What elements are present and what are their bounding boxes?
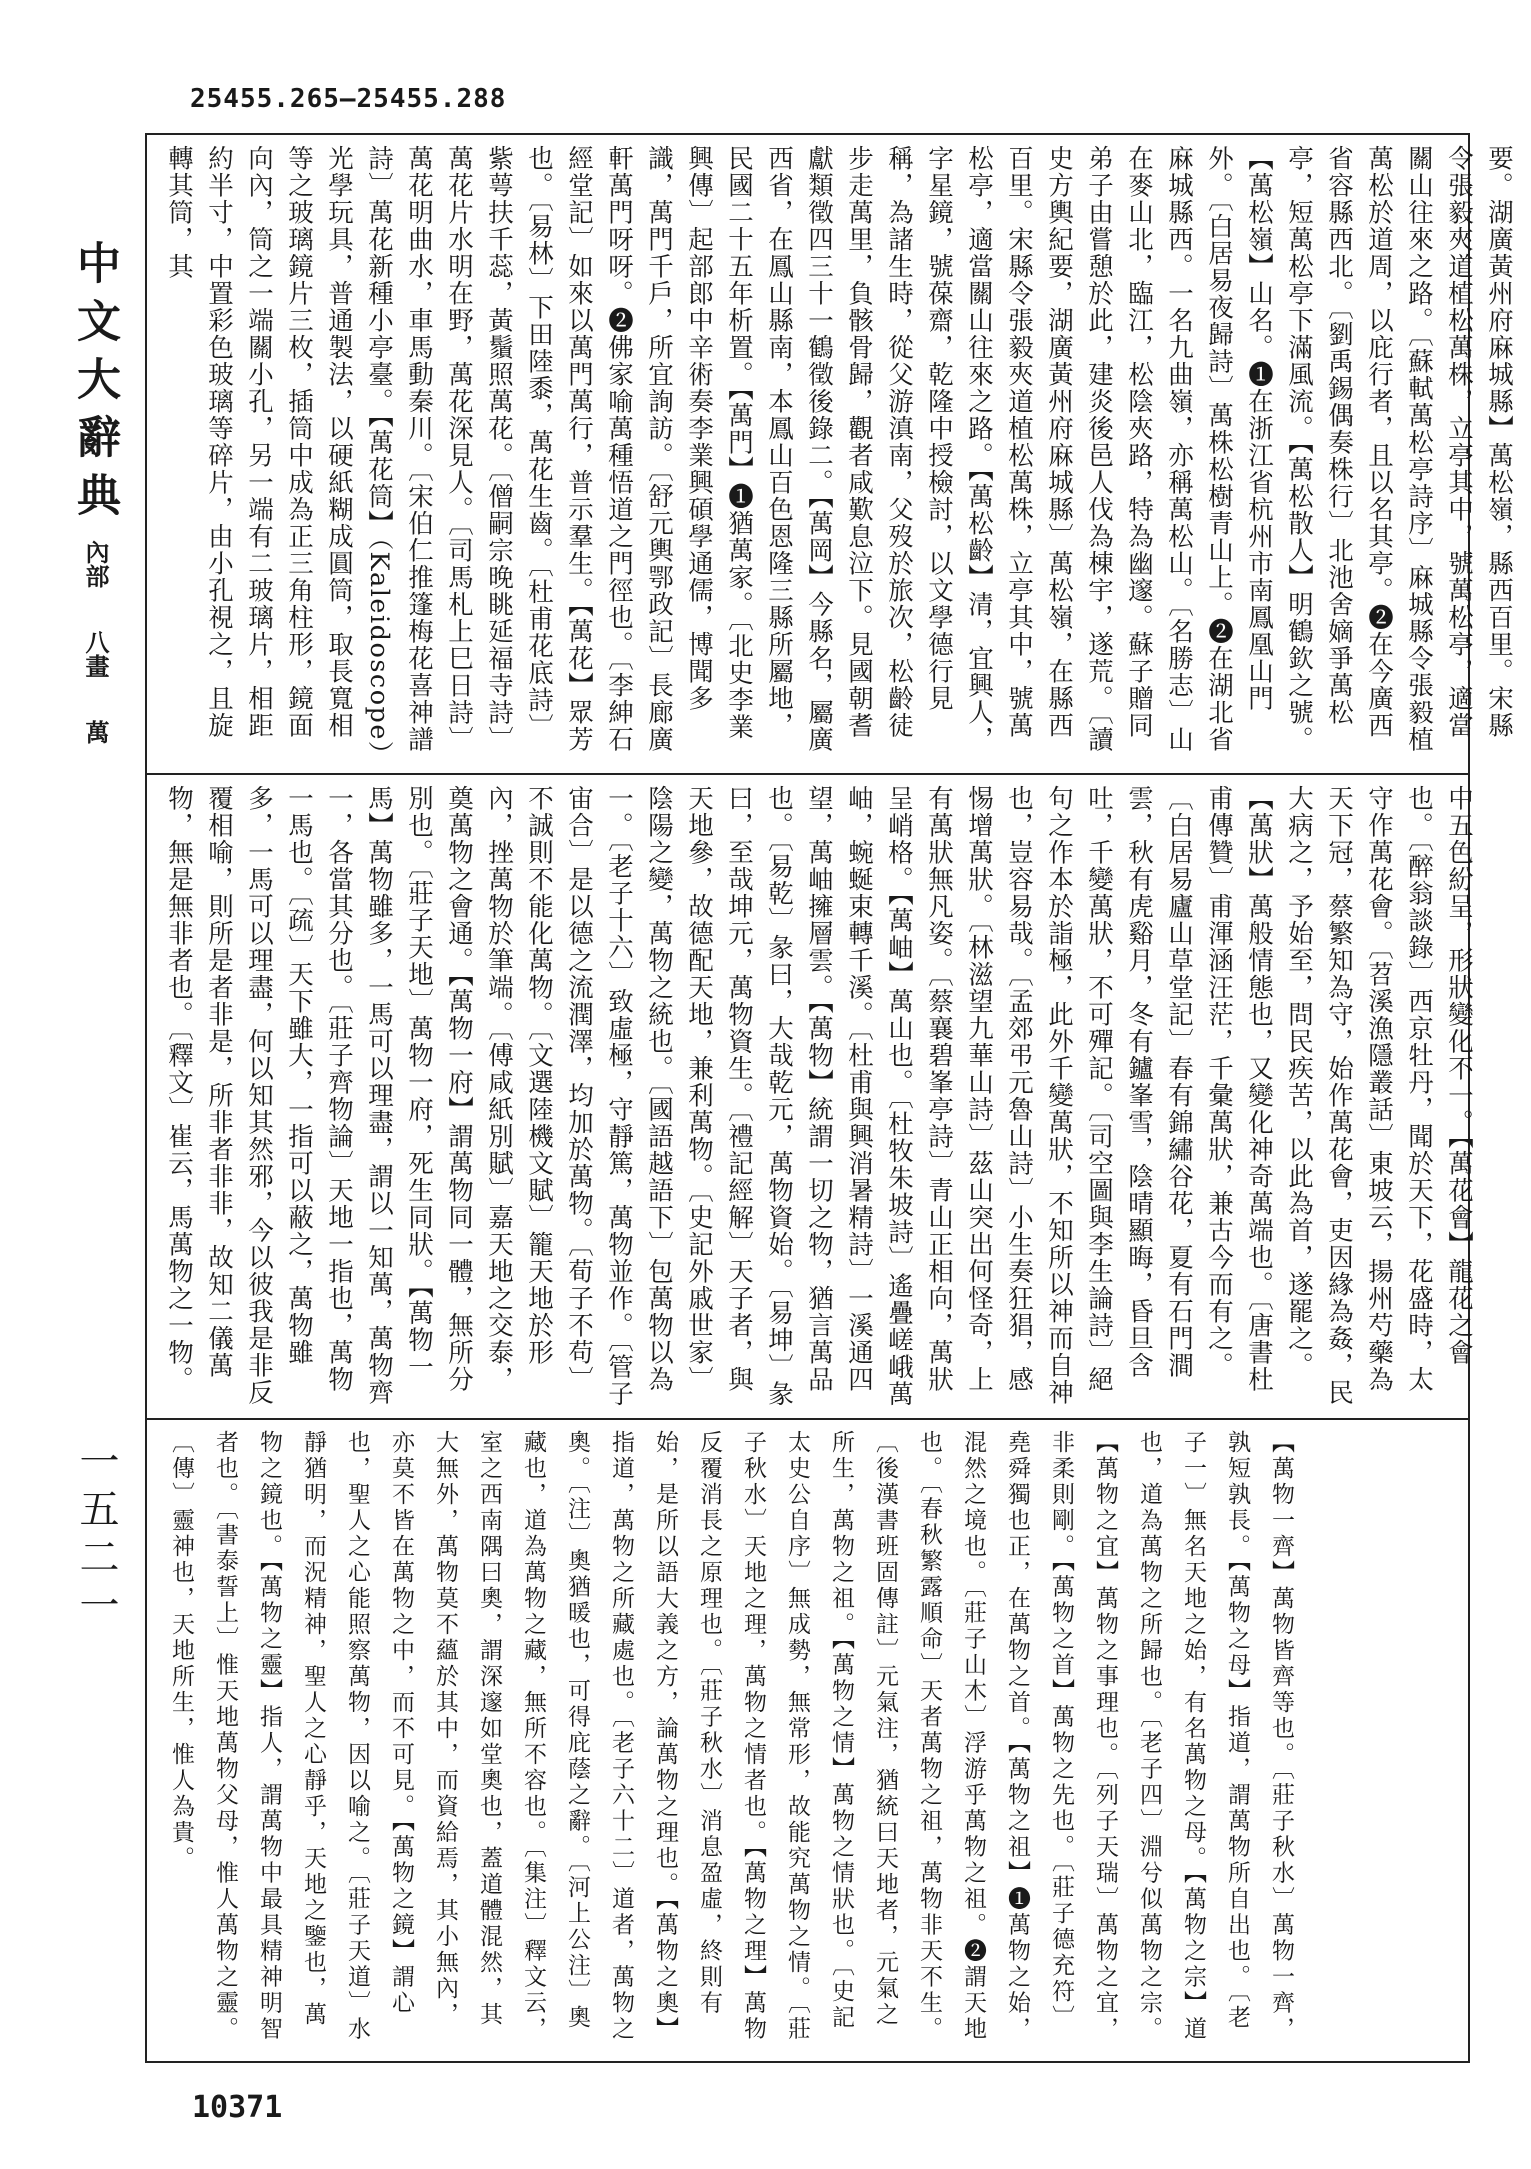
- tier-text-lower: 【萬物一齊】萬物皆齊等也。〔莊子秋水〕萬物一齊，孰短孰長。【萬物之母】指道，謂萬物所自出也。〔老子一〕無名天地之始，有名萬物之母。【萬物之宗】道也，道為萬物之所歸也。〔老子四〕淵兮似萬物之宗。【萬物之宜】萬物之事理也。〔列子天瑞〕萬物之宜，非柔則剛。【萬物之首】萬物之先也。〔莊子德充符〕堯舜獨也正，在萬物之首。【萬物之祖】❶萬物之始，混然之境也。〔莊子山木〕浮游乎萬物之祖。❷謂天地也。〔春秋繁露順命〕天者萬物之祖，萬物非天不生。〔後漢書班固傳註〕元氣注，猶統曰天地者，元氣之所生，萬物之祖。【萬物之情】萬物之情狀也。〔史記太史公自序〕無成勢，無常形，故能究萬物之情。〔莊子秋水〕天地之理，萬物之情者也。【萬物之理】萬物反覆消長之原理也。〔莊子秋水〕消息盈虛，終則有始，是所以語大義之方，論萬物之理也。【萬物之奧】指道，萬物之所藏處也。〔老子六十二〕道者，萬物之奧。〔注〕奧猶暖也，可得庇蔭之辭。〔河上公注〕奧藏也，道為萬物之藏，無所不容也。〔集注〕釋文云，室之西南隅曰奧，謂深邃如堂奧也，蓋道體混然，其大無外，萬物莫不蘊於其中，而資給焉，其小無內，亦莫不皆在萬物之中，而不可見。【萬物之鏡】謂心也，聖人之心能照察萬物，因以喻之。〔莊子天道〕水靜猶明，而況精神，聖人之心靜乎，天地之鑒也，萬物之鏡也。【萬物之靈】指人，謂萬物中最具精神明智者也。〔書泰誓上〕惟天地萬物父母，惟人萬物之靈。〔傳〕靈神也，天地所生，惟人為貴。: [168, 1430, 1294, 2043]
- tier-text-upper: 要。湖廣黃州府麻城縣】萬松嶺，縣西百里。宋縣令張毅夾道植松萬株，立亭其中，號萬松亭，適當關山往來之路。〔蘇軾萬松亭詩序〕麻城縣令張毅植萬松於道周，以庇行者，且以名其亭。❷在今廣西省容縣西北。〔劉禹錫偶奏株行〕北池舍嫡爭萬松亭，短萬松亭下滿風流。【萬松散人】明鶴欽之號。【萬松嶺】山名。❶在浙江省杭州市南鳳凰山門外。〔白居易夜歸詩〕萬株松樹青山上。❷在湖北省麻城縣西。一名九曲嶺，亦稱萬松山。〔名勝志〕山在麥山北，臨江，松陰夾路，特為幽邃。蘇子贈同弟子由嘗憩於此，建炎後邑人伐為棟宇，遂荒。〔讀史方輿紀要，湖廣黃州府麻城縣〕萬松嶺，在縣西百里。宋縣令張毅夾道植松萬株，立亭其中，號萬松亭，適當關山往來之路。【萬松齡】清，宜興人，字星鏡，號葆齋，乾隆中授檢討，以文學德行見稱，為諸生時，從父游滇南，父歿於旅次，松齡徒步走萬里，負骸骨歸，觀者咸歎息泣下。見國朝耆獻類徵四三十一鶴徵後錄二。【萬岡】今縣名，屬廣西省，在鳳山縣南，本鳳山百色恩隆三縣所屬地，民國二十五年析置。【萬門】❶猶萬家。〔北史李業興傳〕起部郎中辛術奏李業興碩學通儒，博聞多識，萬門千戶，所宜詢訪。〔舒元輿鄂政記〕長廊廣軒萬門呀呀。❷佛家喻萬種悟道之門徑也。〔李紳石經堂記〕如來以萬門萬行，普示羣生。【萬花】眾芳也。〔易林〕下田陸黍，萬花生齒。〔杜甫花底詩〕紫萼扶千蕊，黃鬚照萬花。〔僧嗣宗晚眺延福寺詩〕萬花片水明在野，萬花深見人。〔司馬札上巳日詩〕萬花明曲水，車馬動秦川。〔宋伯仁推篷梅花喜神譜詩〕萬花新種小亭臺。【萬花筒】（Kaleidoscope）光學玩具，普通製法，以硬紙糊成圓筒，取長寬相等之玻璃鏡片三枚，插筒中成為正三角柱形，鏡面向內，筒之一端關小孔，另一端有二玻璃片，相距約半寸，中置彩色玻璃等碎片，由小孔視之，且旋轉其筒，其: [164, 145, 1514, 756]
- radical-stroke-label: 八畫: [81, 630, 109, 678]
- tier-text-middle: 中五色紛呈，形狀變化不一。【萬花會】龍花之會也。〔醉翁談錄〕西京牡丹，聞於天下，花盛時，太守作萬花會。〔苕溪漁隱叢話〕東坡云，揚州芍藥為天下冠，蔡繁知為守，始作萬花會，吏因緣為姦，民大病之，予始至，問民疾苦，以此為首，遂罷之。【萬狀】萬般情態也，又變化神奇萬端也。〔唐書杜甫傳贊〕甫渾涵汪茫，千彙萬狀，兼古今而有之。〔白居易廬山草堂記〕春有錦繡谷花，夏有石門澗雲，秋有虎谿月，冬有鑪峯雪，陰晴顯晦，昏旦含吐，千變萬狀，不可殫記。〔司空圖與李生論詩〕絕句之作本於詣極，此外千變萬狀，不知所以神而自神也，豈容易哉。〔孟郊弔元魯山詩〕小生奏狂猖，感惕增萬狀。〔林滋望九華山詩〕茲山突出何怪奇，上有萬狀無凡姿。〔蔡襄碧峯亭詩〕青山正相向，萬狀呈峭格。【萬岫】萬山也。〔杜牧朱坡詩〕遙疊嵯峨萬岫，蜿蜒束轉千溪。〔杜甫與興消暑精詩〕一溪通四望，萬岫擁層雲。【萬物】統謂一切之物，猶言萬品也。〔易乾〕彖曰，大哉乾元，萬物資始。〔易坤〕彖曰，至哉坤元，萬物資生。〔禮記經解〕天子者，與天地參，故德配天地，兼利萬物。〔史記外戚世家〕陰陽之變，萬物之統也。〔國語越語下〕包萬物以為一。〔老子十六〕致虛極，守靜篤，萬物並作。〔管子宙合〕是以德之流潤澤，均加於萬物。〔荀子不苟〕不誠則不能化萬物。〔文選陸機文賦〕籠天地於形內，挫萬物於筆端。〔傅咸紙別賦〕嘉天地之交泰，奠萬物之會通。【萬物一府】謂萬物同一體，無所分別也。〔莊子天地〕萬物一府，死生同狀。【萬物一馬】萬物雖多，一馬可以理盡，謂以一知萬，萬物齊一，各當其分也。〔莊子齊物論〕天地一指也，萬物一馬也。〔疏〕天下雖大，一指可以蔽之，萬物雖多，一馬可以理盡，何以知其然邪，今以彼我是非反覆相喻，則所是者非是，所非者非非，故知二儀萬物，無是無非者也。〔釋文〕崔云，馬萬物之一物。: [164, 785, 1474, 1408]
- headword-character: 萬: [81, 720, 109, 744]
- section-label: 內部: [81, 540, 109, 588]
- page-range-header: 25455.265—25455.288: [190, 84, 507, 114]
- lower-tier: [147, 1420, 1468, 2061]
- upper-tier: [147, 135, 1514, 775]
- page-number: 一五二一: [73, 1440, 119, 1632]
- middle-tier: [147, 775, 1474, 1420]
- running-title: 中文大辭典: [69, 240, 120, 530]
- footer-code: 10371: [192, 2090, 283, 2125]
- page-frame: [145, 133, 1514, 2063]
